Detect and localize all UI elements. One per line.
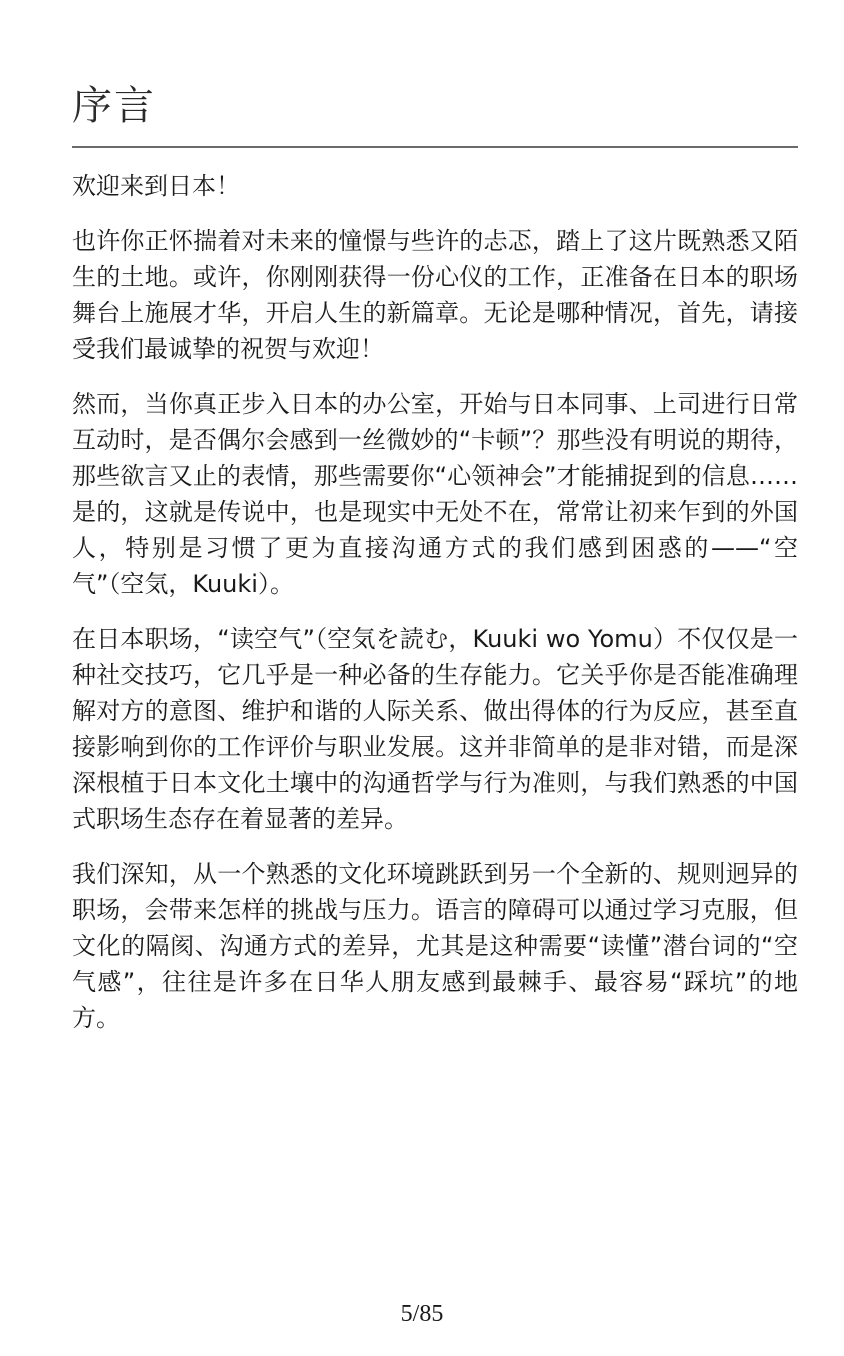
title-divider [72,146,798,148]
paragraph-kuuki-intro: 然而，当你真正步入日本的办公室，开始与日本同事、上司进行日常互动时，是否偶尔会感到一丝微妙的“卡顿”？那些没有明说的期待，那些欲言又止的表情，那些需要你“心领神会”才能捕捉到的信息……是的，这就是传说中，也是现实中无处不在，常常让初来乍到的外国人，特别是习惯了更为直接沟通方式的我们感到困惑的——“空气”（空気，Kuuki）。 [72,390,798,598]
paragraph-challenges: 我们深知，从一个熟悉的文化环境跳跃到另一个全新的、规则迥异的职场，会带来怎样的挑战与压力。语言的障碍可以通过学习克服，但文化的隔阂、沟通方式的差异，尤其是这种需要“读懂”潜台词的“空气感”，往往是许多在日华人朋友感到最棘手、最容易“踩坑”的地方。 [72,860,798,1032]
paragraph-read-the-air: 在日本职场，“读空气”（空気を読む，Kuuki wo Yomu）不仅仅是一种社交技巧，它几乎是一种必备的生存能力。它关乎你是否能准确理解对方的意图、维护和谐的人际关系、做出得体的行为反应，甚至直接影响到你的工作评价与职业发展。这并非简单的是非对错，而是深深根植于日本文化土壤中的沟通哲学与行为准则，与我们熟悉的中国式职场生态存在着显著的差异。 [72,625,798,833]
paragraph-greeting: 欢迎来到日本！ [72,172,240,200]
page-number: 5/85 [400,1301,444,1327]
chapter-body [72,168,798,1055]
paragraph-welcome: 也许你正怀揣着对未来的憧憬与些许的忐忑，踏上了这片既熟悉又陌生的土地。或许，你刚刚获得一份心仪的工作，正准备在日本的职场舞台上施展才华，开启人生的新篇章。无论是哪种情况，首先，请接受我们最诚挚的祝贺与欢迎！ [72,227,798,363]
chapter-title: 序言 [72,83,156,129]
